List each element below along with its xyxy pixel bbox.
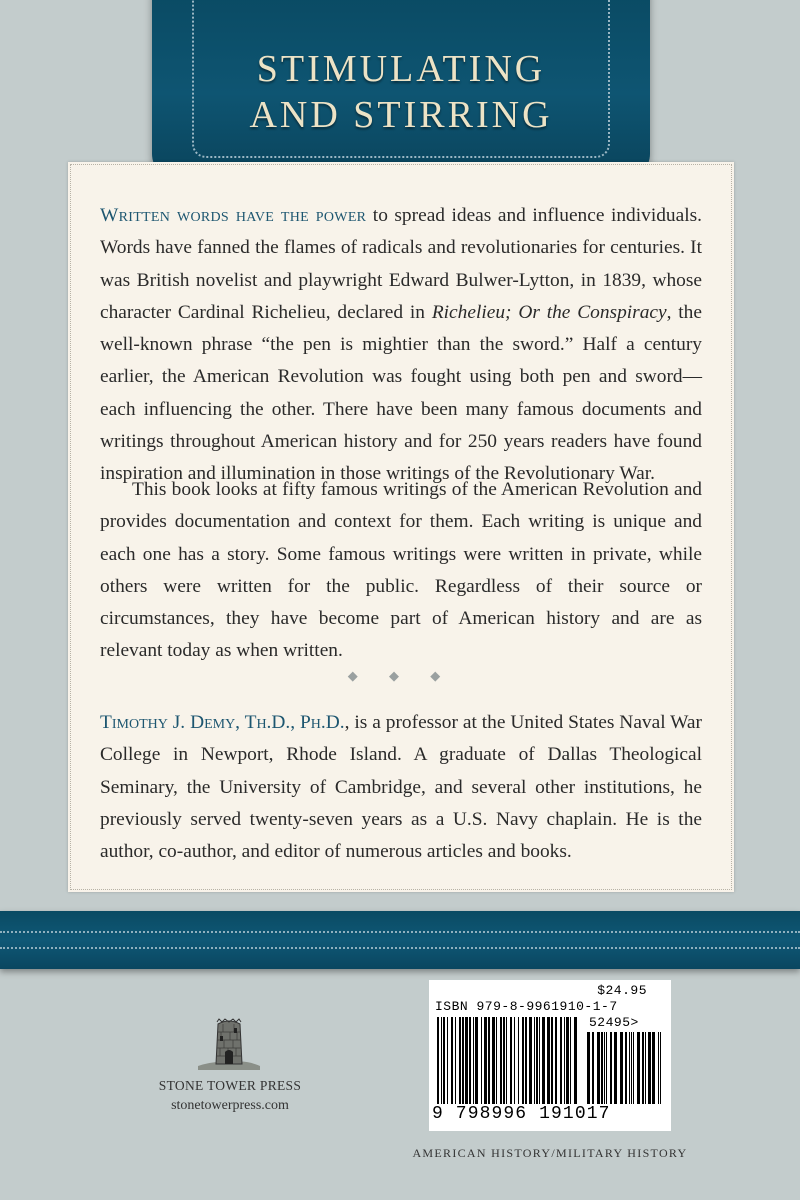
banner-title-line1: STIMULATING [256, 48, 546, 90]
isbn-barcode [429, 980, 671, 1131]
category-label: AMERICAN HISTORY/MILITARY HISTORY [412, 1146, 688, 1160]
description-panel [68, 162, 734, 892]
banner-title-line2: AND STIRRING [249, 94, 553, 136]
lead-phrase: Written words have the power [100, 205, 367, 226]
publisher-name: STONE TOWER PRESS [158, 1078, 302, 1093]
addon-bars [587, 1032, 661, 1104]
ean-digits: 9 798996 191017 [432, 1104, 611, 1124]
ean-bars [437, 1017, 577, 1104]
price-label: $24.95 [597, 983, 647, 998]
paragraph-1-text-b: , the well-known phrase “the pen is mightier than the sword.” Half a century earlier, the American Revolution was fought using both pen and sword—each influencing the other. There have been many famous documents and writings throughout American history and for 250 years readers have found inspiration and illumination in those writings of the Revolutionary War. [100, 301, 702, 485]
book-title-reference: Richelieu; Or the Conspiracy [431, 301, 667, 323]
title-banner [152, 0, 650, 180]
author-bio-text: , is a professor at the United States Naval War College in Newport, Rhode Island. A graduate of Dallas Theological Seminary, the University of Cambridge, and several other institutions, he previously served twenty-seven years as a U.S. Navy chaplain. He is the author, co-author, and editor of numerous articles and books. [100, 712, 702, 863]
author-bio [100, 707, 702, 868]
ornament-divider: ◆ ◆ ◆ [347, 668, 455, 683]
decorative-strip [0, 911, 800, 969]
banner-title [152, 46, 650, 138]
addon-number: 52495> [589, 1015, 639, 1030]
description-paragraph-1 [100, 200, 702, 491]
description-paragraph-2: This book looks at fifty famous writings of the American Revolution and provides documentation and context for them. Each writing is unique and each one has a story. Some famous writings were written in private, while others were written for the public. Regardless of their source or circumstances, they have become part of American history and are as relevant today as when written. [100, 479, 702, 662]
isbn-number: ISBN 979-8-9961910-1-7 [435, 999, 618, 1014]
stone-tower-icon [196, 1014, 262, 1070]
publisher-url: stonetowerpress.com [171, 1098, 289, 1113]
paragraph-1-text-a: to spread ideas and influence individuals. Words have fanned the flames of radicals and revolutionaries for centuries. It was British novelist and playwright Edward Bulwer-Lytton, in 1839, whose character Cardinal Richelieu, declared in [100, 205, 702, 323]
author-name: Timothy J. Demy, Th.D., Ph.D. [100, 712, 345, 733]
